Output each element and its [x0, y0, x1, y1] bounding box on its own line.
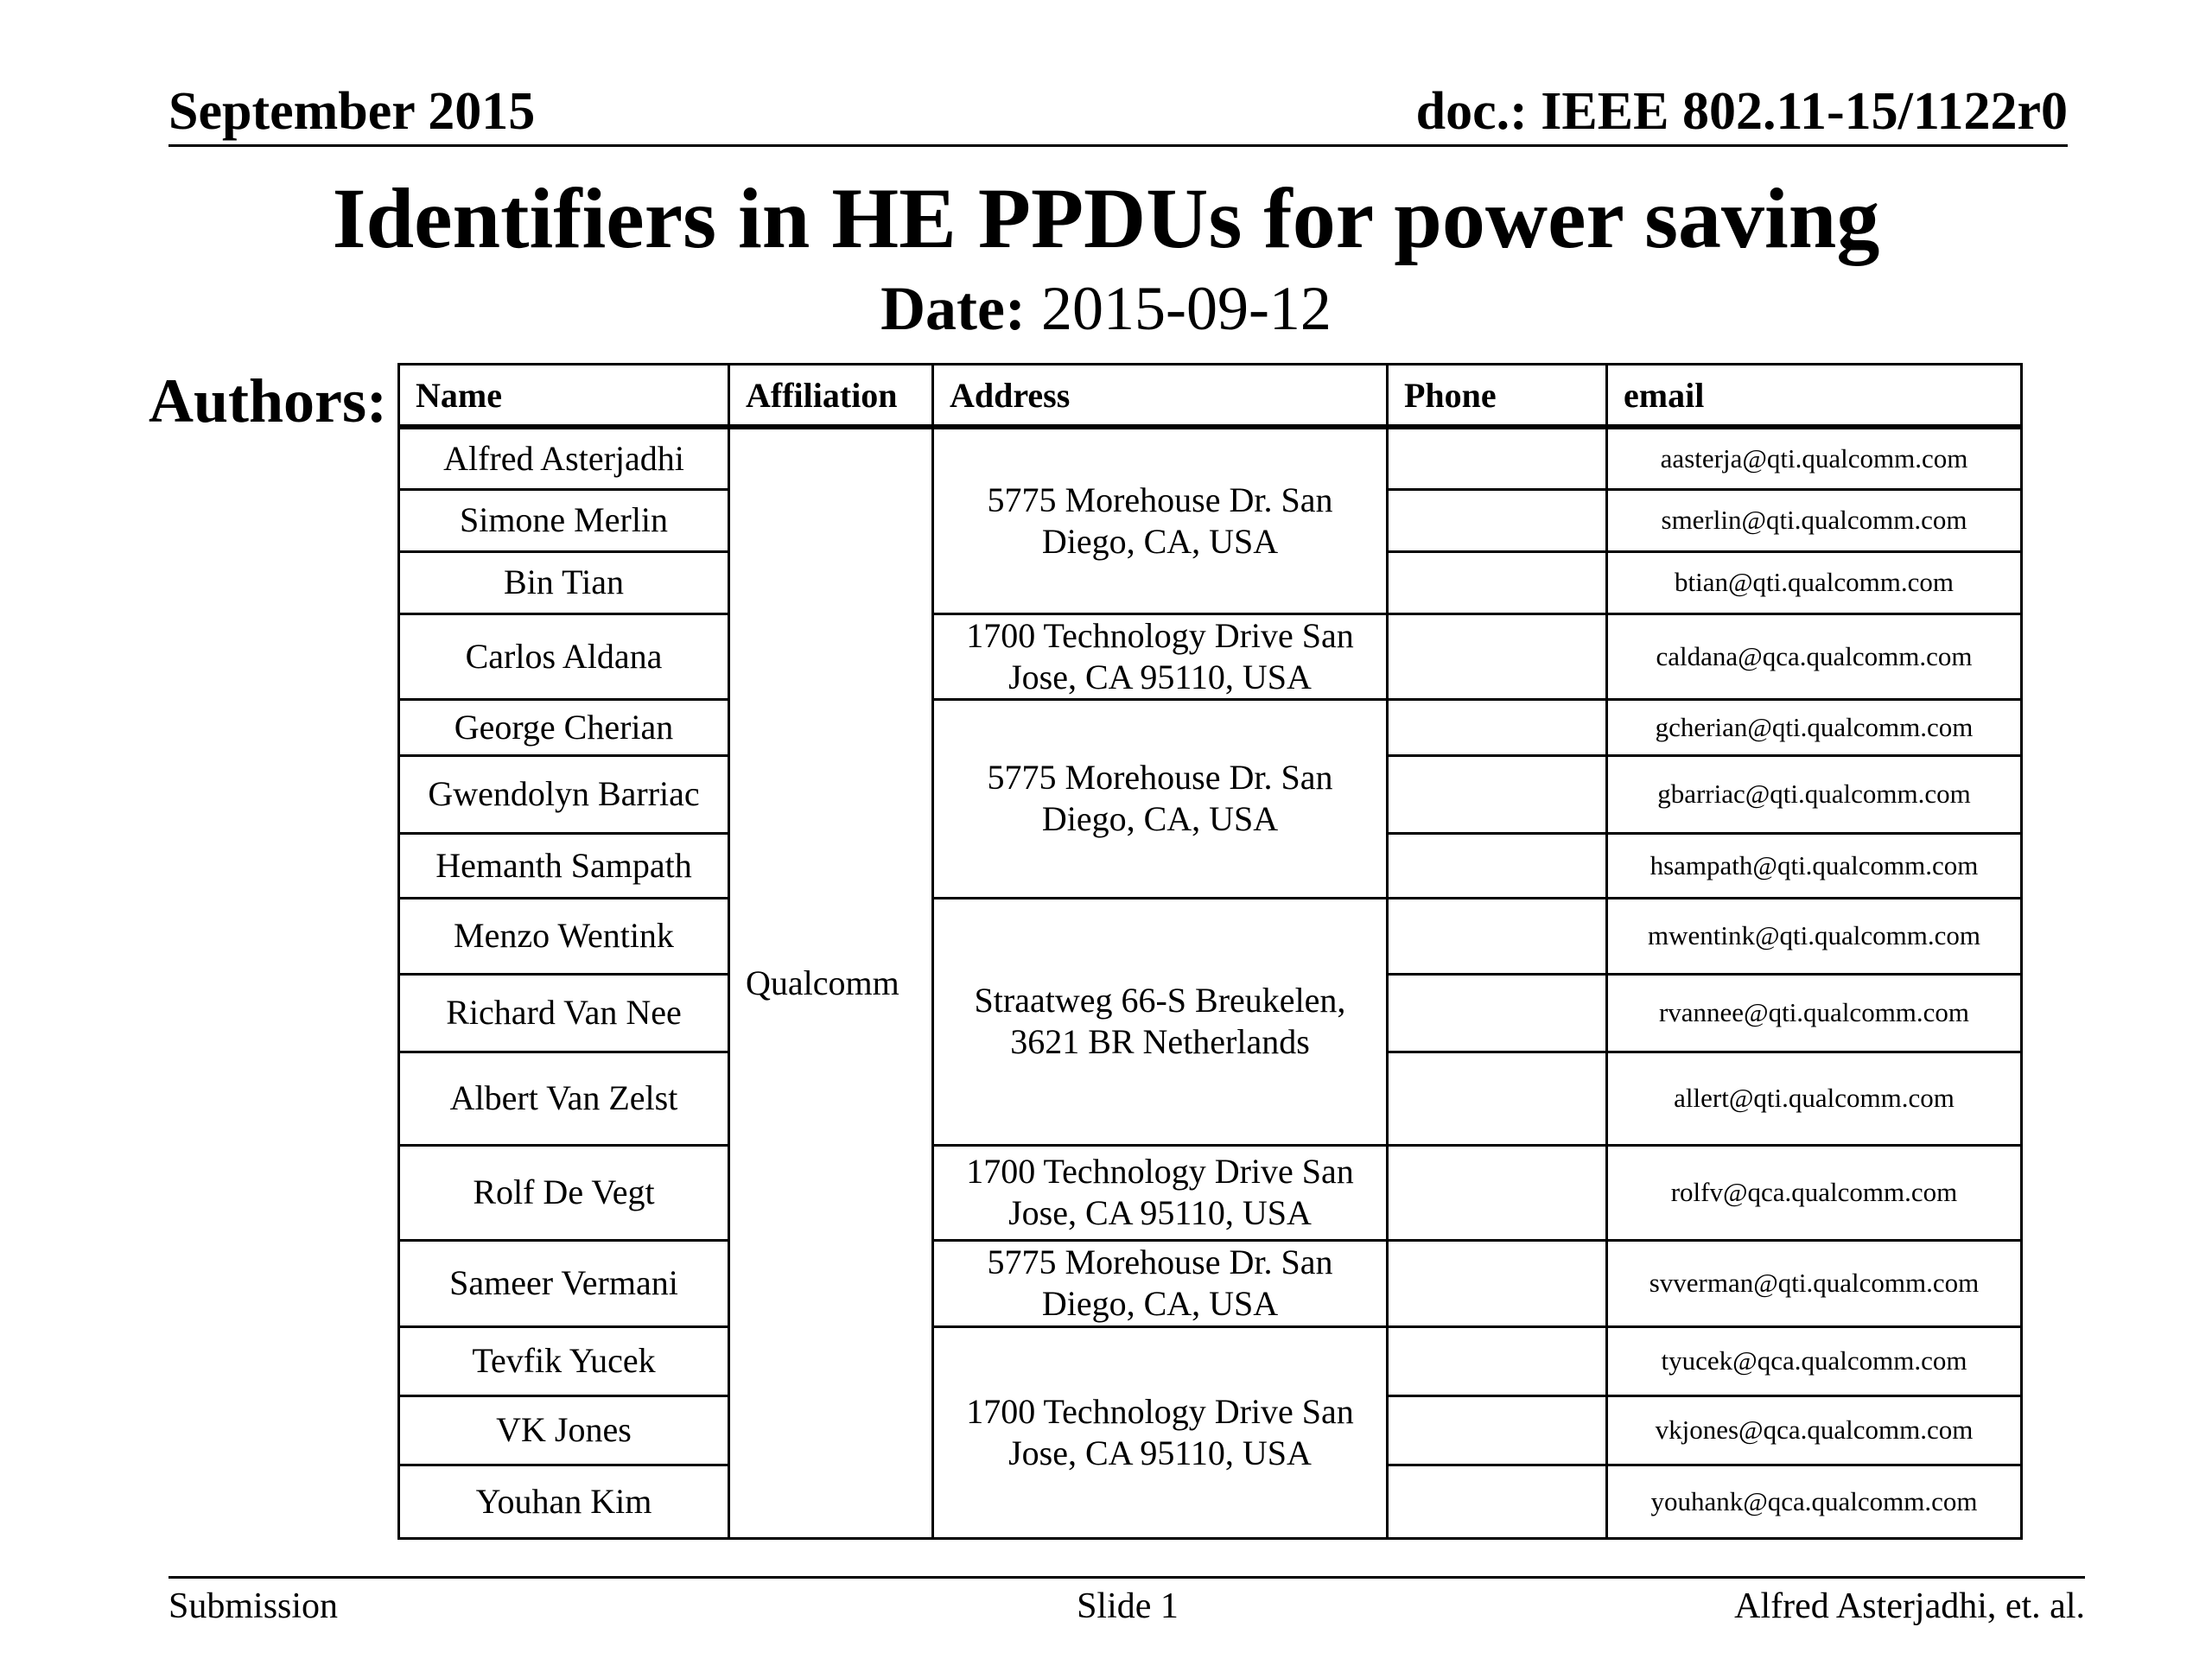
author-phone	[1388, 1326, 1607, 1395]
author-phone	[1388, 755, 1607, 833]
author-address: 5775 Morehouse Dr. San Diego, CA, USA	[933, 1240, 1388, 1326]
author-phone	[1388, 833, 1607, 898]
author-email: gcherian@qti.qualcomm.com	[1607, 699, 2022, 755]
author-email: svverman@qti.qualcomm.com	[1607, 1240, 2022, 1326]
author-email: tyucek@qca.qualcomm.com	[1607, 1326, 2022, 1395]
slide-title: Identifiers in HE PPDUs for power saving	[332, 170, 1880, 266]
author-name: Albert Van Zelst	[399, 1052, 729, 1145]
author-address: 5775 Morehouse Dr. San Diego, CA, USA	[933, 427, 1388, 613]
author-affiliation: Qualcomm	[729, 427, 933, 1538]
header-doc-id: doc.: IEEE 802.11-15/1122r0	[1415, 82, 2068, 141]
author-name: Hemanth Sampath	[399, 833, 729, 898]
author-email: allert@qti.qualcomm.com	[1607, 1052, 2022, 1145]
author-phone	[1388, 1465, 1607, 1538]
header-email: email	[1607, 365, 2022, 428]
author-name: Sameer Vermani	[399, 1240, 729, 1326]
header-name: Name	[399, 365, 729, 428]
footer-divider	[168, 1576, 2085, 1579]
author-address: Straatweg 66-S Breukelen, 3621 BR Netherlands	[933, 898, 1388, 1145]
author-email: hsampath@qti.qualcomm.com	[1607, 833, 2022, 898]
table-row	[399, 1326, 2022, 1395]
author-phone	[1388, 613, 1607, 699]
author-name: Alfred Asterjadhi	[399, 427, 729, 489]
author-name: Rolf De Vegt	[399, 1145, 729, 1240]
author-email: youhank@qca.qualcomm.com	[1607, 1465, 2022, 1538]
author-email: gbarriac@qti.qualcomm.com	[1607, 755, 2022, 833]
date-value: 2015-09-12	[1025, 274, 1332, 343]
author-phone	[1388, 1052, 1607, 1145]
author-phone	[1388, 974, 1607, 1052]
author-phone	[1388, 427, 1607, 489]
author-name: Carlos Aldana	[399, 613, 729, 699]
author-phone	[1388, 898, 1607, 974]
author-address: 5775 Morehouse Dr. San Diego, CA, USA	[933, 699, 1388, 898]
table-row	[399, 1240, 2022, 1326]
author-name: VK Jones	[399, 1395, 729, 1465]
author-phone	[1388, 699, 1607, 755]
footer-submission: Submission	[168, 1586, 339, 1626]
author-email: btian@qti.qualcomm.com	[1607, 551, 2022, 613]
author-email: rvannee@qti.qualcomm.com	[1607, 974, 2022, 1052]
date-line	[0, 275, 2212, 343]
author-name: Bin Tian	[399, 551, 729, 613]
author-address: 1700 Technology Drive San Jose, CA 95110, USA	[933, 613, 1388, 699]
author-name: George Cherian	[399, 699, 729, 755]
author-name: Menzo Wentink	[399, 898, 729, 974]
author-email: mwentink@qti.qualcomm.com	[1607, 898, 2022, 974]
header-address: Address	[933, 365, 1388, 428]
author-email: aasterja@qti.qualcomm.com	[1607, 427, 2022, 489]
footer-slide-number: Slide 1	[1077, 1586, 1179, 1626]
author-address: 1700 Technology Drive San Jose, CA 95110, USA	[933, 1145, 1388, 1240]
table-header-row	[399, 365, 2022, 428]
author-phone	[1388, 1395, 1607, 1465]
author-email: caldana@qca.qualcomm.com	[1607, 613, 2022, 699]
header-date: September 2015	[168, 82, 536, 141]
author-name: Tevfik Yucek	[399, 1326, 729, 1395]
footer-author: Alfred Asterjadhi, et. al.	[1734, 1586, 2085, 1626]
author-phone	[1388, 551, 1607, 613]
author-name: Simone Merlin	[399, 489, 729, 551]
author-name: Gwendolyn Barriac	[399, 755, 729, 833]
header-phone: Phone	[1388, 365, 1607, 428]
author-phone	[1388, 489, 1607, 551]
author-phone	[1388, 1240, 1607, 1326]
header-divider	[168, 144, 2068, 147]
author-address: 1700 Technology Drive San Jose, CA 95110, USA	[933, 1326, 1388, 1538]
header-affiliation: Affiliation	[729, 365, 933, 428]
table-row	[399, 699, 2022, 755]
table-row	[399, 1145, 2022, 1240]
table-row	[399, 898, 2022, 974]
author-name: Youhan Kim	[399, 1465, 729, 1538]
author-email: vkjones@qca.qualcomm.com	[1607, 1395, 2022, 1465]
author-name: Richard Van Nee	[399, 974, 729, 1052]
table-row	[399, 427, 2022, 489]
authors-table	[397, 363, 2023, 1540]
author-email: rolfv@qca.qualcomm.com	[1607, 1145, 2022, 1240]
date-label: Date:	[880, 274, 1026, 343]
authors-label: Authors:	[149, 366, 388, 435]
table-row	[399, 613, 2022, 699]
author-email: smerlin@qti.qualcomm.com	[1607, 489, 2022, 551]
author-phone	[1388, 1145, 1607, 1240]
